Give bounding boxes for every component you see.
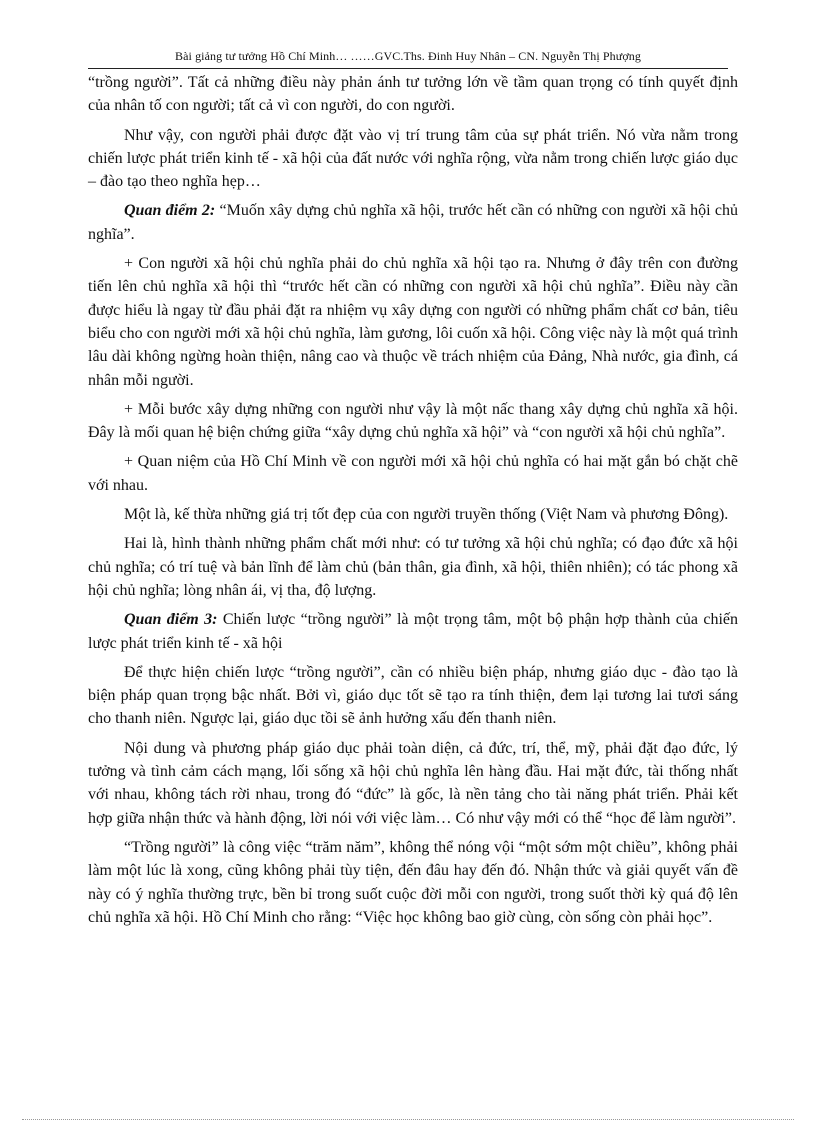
paragraph-text: Để thực hiện chiến lược “trồng người”, cần có nhiều biện pháp, nhưng giáo dục - đào tạo là biện pháp quan trọng bậc nhất. Bởi vì, giáo dục tốt sẽ tạo ra tính thiện, đem lại tương lai tươi sáng cho thanh niên. Ngược lại, giáo dục tồi sẽ ảnh hưởng xấu đến thanh niên. [88,663,738,728]
paragraph [88,532,738,602]
paragraph-text: “trồng người”. Tất cả những điều này phản ánh tư tưởng lớn về tầm quan trọng có tính quyết định của nhân tố con người; tất cả vì con người, do con người. [88,74,738,115]
paragraph [88,71,738,118]
paragraph-text: Hai là, hình thành những phẩm chất mới như: có tư tưởng xã hội chủ nghĩa; có đạo đức xã hội chủ nghĩa; có trí tuệ và bản lĩnh để làm chủ (bản thân, gia đình, xã hội, thiên nhiên); có tác phong xã hội chủ nghĩa; lòng nhân ái, vị tha, độ lượng. [88,535,738,599]
paragraph-lead: Quan điểm 3: [124,611,218,629]
header-rule [88,68,728,69]
paragraph-text: “Muốn xây dựng chủ nghĩa xã hội, trước hết cần có những con người xã hội chủ nghĩa”. [88,202,739,243]
paragraph [88,398,738,445]
body-text [88,71,738,935]
paragraph-text: + Quan niệm của Hồ Chí Minh về con người mới xã hội chủ nghĩa có hai mặt gắn bó chặt chẽ với nhau. [88,453,738,494]
paragraph-text: Một là, kế thừa những giá trị tốt đẹp của con người truyền thống (Việt Nam và phương Đông). [124,506,729,524]
paragraph [88,450,738,497]
paragraph [88,252,738,392]
paragraph [88,503,738,526]
paragraph-text: “Trồng người” là công việc “trăm năm”, không thể nóng vội “một sớm một chiều”, không phải làm một lúc là xong, cũng không phải tùy tiện, đến đâu hay đến đó. Nhận thức và giải quyết vấn đề này có ý nghĩa thường trực, bền bỉ trong suốt cuộc đời mỗi con người, trong suốt thời kỳ quá độ lên chủ nghĩa xã hội. Hồ Chí Minh cho rằng: “Việc học không bao giờ cùng, còn sống còn phải học”. [88,838,738,926]
paragraph [88,836,738,929]
footer-rule [22,1119,794,1120]
paragraph-lead: Quan điểm 2: [124,202,216,220]
paragraph [88,199,738,246]
paragraph-text: + Mỗi bước xây dựng những con người như vậy là một nấc thang xây dựng chủ nghĩa xã hội. Đây là mối quan hệ biện chứng giữa “xây dựng chủ nghĩa xã hội” và “con người xã hội chủ nghĩa”. [88,400,738,442]
paragraph-text: Như vậy, con người phải được đặt vào vị trí trung tâm của sự phát triển. Nó vừa nằm trong chiến lược phát triển kinh tế - xã hội của đất nước với nghĩa rộng, vừa nằm trong chiến lược giáo dục – đào tạo theo nghĩa hẹp… [88,126,738,191]
paragraph [88,608,738,655]
paragraph [88,661,738,731]
paragraph-text: Chiến lược “trồng người” là một trọng tâm, một bộ phận hợp thành của chiến lược phát triển kinh tế - xã hội [88,611,739,652]
paragraph [88,737,738,830]
paragraph-text: Nội dung và phương pháp giáo dục phải toàn diện, cả đức, trí, thể, mỹ, phải đặt đạo đức, lý tưởng và tình cảm cách mạng, lối sống xã hội chủ nghĩa lên hàng đầu. Hai mặt đức, tài thống nhất với nhau, không tách rời nhau, trong đó “đức” là gốc, là nền tảng cho tài năng phát triển. Phải kết hợp giữa nhận thức và hành động, lời nói với việc làm… Có như vậy mới có thể “học để làm người”. [88,739,738,827]
running-header: Bài giảng tư tưởng Hồ Chí Minh… ……GVC.Ths. Đinh Huy Nhân – CN. Nguyễn Thị Phượng [175,49,641,63]
paragraph-text: + Con người xã hội chủ nghĩa phải do chủ nghĩa xã hội tạo ra. Nhưng ở đây trên con đường tiến lên chủ nghĩa xã hội thì “trước hết cần có những con người xã hội chủ nghĩa”. Điều này cần được hiểu là ngay từ đầu phải đặt ra nhiệm vụ xây dựng con người có những phẩm chất cơ bản, tiêu biểu cho con người mới xã hội chủ nghĩa, làm gương, lôi cuốn xã hội. Công việc này là một quá trình lâu dài không ngừng hoàn thiện, nâng cao và thuộc về trách nhiệm của Đảng, Nhà nước, gia đình, cá nhân mỗi người. [88,255,738,389]
paragraph [88,124,738,194]
